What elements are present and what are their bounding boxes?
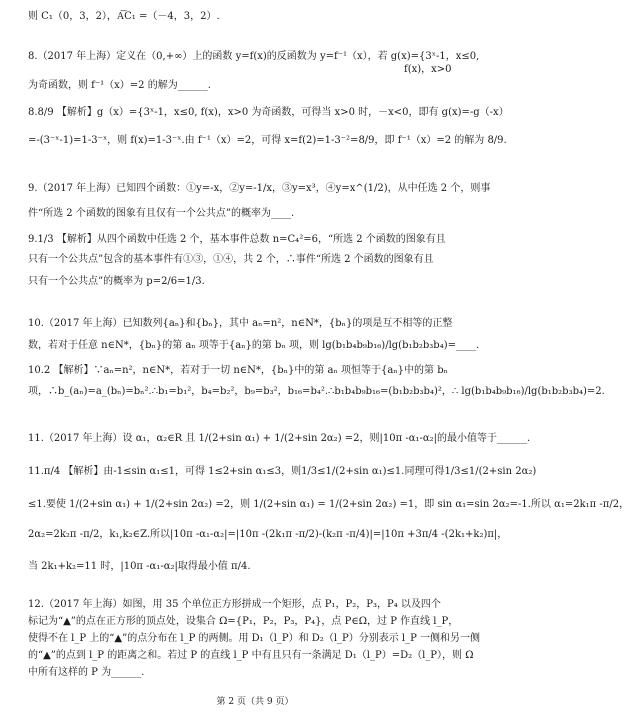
problem-12-line-1: 12.（2017 年上海）如图，用 35 个单位正方形拼成一个矩形，点 P₁，P₂，P₃，P₄ 以及四个	[28, 599, 441, 610]
page-footer: 第 2 页（共 9 页）	[216, 697, 294, 707]
problem-10-line-2: 数，若对于任意 n∈N*，{bₙ}的第 aₙ 项等于{aₙ}的第 bₙ 项，则 lg(b₁b₄b₉b₁₆)/lg(b₁b₂b₃b₄)=____.	[28, 340, 480, 351]
solution-11-line-2: ≤1.要使 1/(2+sin α₁) + 1/(2+sin 2α₂) =2，则 1/(2+sin α₁) = 1/(2+sin 2α₂) =1，即 sin α₁=sin 2α₂=-1.所以 α₁=2k₁π -π/2，	[28, 499, 629, 510]
solution-8-line-1: 8.8/9 【解析】g（x）={3ˣ-1，x≤0, f(x)，x>0 为奇函数，可得当 x>0 时，－x<0，即有 g(x)=-g（-x）	[28, 107, 509, 118]
solution-11-line-1: 11.π/4 【解析】由-1≤sin α₁≤1，可得 1≤2+sin α₁≤3，则1/3≤1/(2+sin α₁)≤1.同理可得1/3≤1/(2+sin 2α₂)	[28, 466, 537, 477]
problem-9-line-2: 件“所选 2 个函数的图象有且仅有一个公共点”的概率为____.	[28, 208, 295, 219]
solution-7-tail: 则 C₁（0，3，2），A͞C₁ =（－4，3，2）.	[28, 11, 220, 22]
problem-11-line-1: 11.（2017 年上海）设 α₁，α₂∈R 且 1/(2+sin α₁) + 1/(2+sin 2α₂) =2，则|10π -α₁-α₂|的最小值等于______.	[28, 433, 531, 444]
problem-9-line-1: 9.（2017 年上海）已知四个函数：①y=-x，②y=-1/x，③y=x³，④y=x^(1/2)，从中任选 2 个，则事	[28, 183, 491, 194]
problem-10-line-1: 10.（2017 年上海）已知数列{aₙ}和{bₙ}，其中 aₙ=n²，n∈N*，{bₙ}的项是互不相等的正整	[28, 318, 453, 329]
solution-11-line-4: 当 2k₁+k₂=11 时，|10π -α₁-α₂|取得最小值 π/4.	[28, 561, 251, 572]
solution-10-line-1: 10.2 【解析】∵aₙ=n²，n∈N*，若对于一切 n∈N*，{bₙ}中的第 aₙ 项恒等于{aₙ}中的第 bₙ	[28, 365, 448, 376]
problem-12-line-3: 使得不在 l_P 上的“▲”的点分布在 l_P 的两侧。用 D₁（l_P）和 D₂（l_P）分别表示 l_P 一侧和另一侧	[28, 633, 481, 644]
problem-12-line-2: 标记为“▲”的点在正方形的顶点处，设集合 Ω={P₁，P₂，P₃，P₄}，点 P∈Ω，过 P 作直线 l_P，	[28, 616, 459, 627]
solution-10-line-2: 项，∴b_(aₙ)=a_(bₙ)=bₙ².∴b₁=b₁²，b₄=b₂²，b₉=b₃²，b₁₆=b₄².∴b₁b₄b₉b₁₆=(b₁b₂b₃b₄)²，∴ lg(b₁b₄b₉b₁₆)/lg(b₁b₂b₃b₄)=2.	[28, 386, 605, 397]
problem-12-line-5: 中所有这样的 P 为______.	[28, 667, 145, 678]
problem-8-piecewise-case-2: f(x)，x>0	[404, 64, 452, 75]
solution-9-line-2: 只有一个公共点”包含的基本事件有①③，①④，共 2 个，∴事件“所选 2 个函数的图象有且	[28, 254, 434, 265]
problem-8-line-1: 8.（2017 年上海）定义在（0,+∞）上的函数 y=f(x)的反函数为 y=f⁻¹（x），若 g(x)={3ˣ-1，x≤0,	[28, 51, 480, 62]
solution-11-line-3: 2α₂=2k₂π -π/2，k₁,k₂∈Z.所以|10π -α₁-α₂|=|10π -(2k₁π -π/2)-(k₂π -π/4)|=|10π +3π/4 -(2k₁+k₂)π|，	[28, 529, 508, 540]
problem-12-line-4: 的“▲”的点到 l_P 的距离之和。若过 P 的直线 l_P 中有且只有一条满足 D₁（l_P）=D₂（l_P），则 Ω	[28, 650, 474, 661]
problem-8-line-2: 为奇函数，则 f⁻¹（x）=2 的解为______.	[28, 80, 211, 91]
solution-9-line-3: 只有一个公共点”的概率为 p=2/6=1/3.	[28, 276, 205, 287]
solution-9-line-1: 9.1/3 【解析】从四个函数中任选 2 个，基本事件总数 n=C₄²=6，“所选 2 个函数的图象有且	[28, 234, 446, 245]
solution-8-line-2: =-(3⁻ˣ-1)=1-3⁻ˣ，则 f(x)=1-3⁻ˣ.由 f⁻¹（x）=2，可得 x=f(2)=1-3⁻²=8/9，即 f⁻¹（x）=2 的解为 8/9.	[28, 135, 507, 146]
